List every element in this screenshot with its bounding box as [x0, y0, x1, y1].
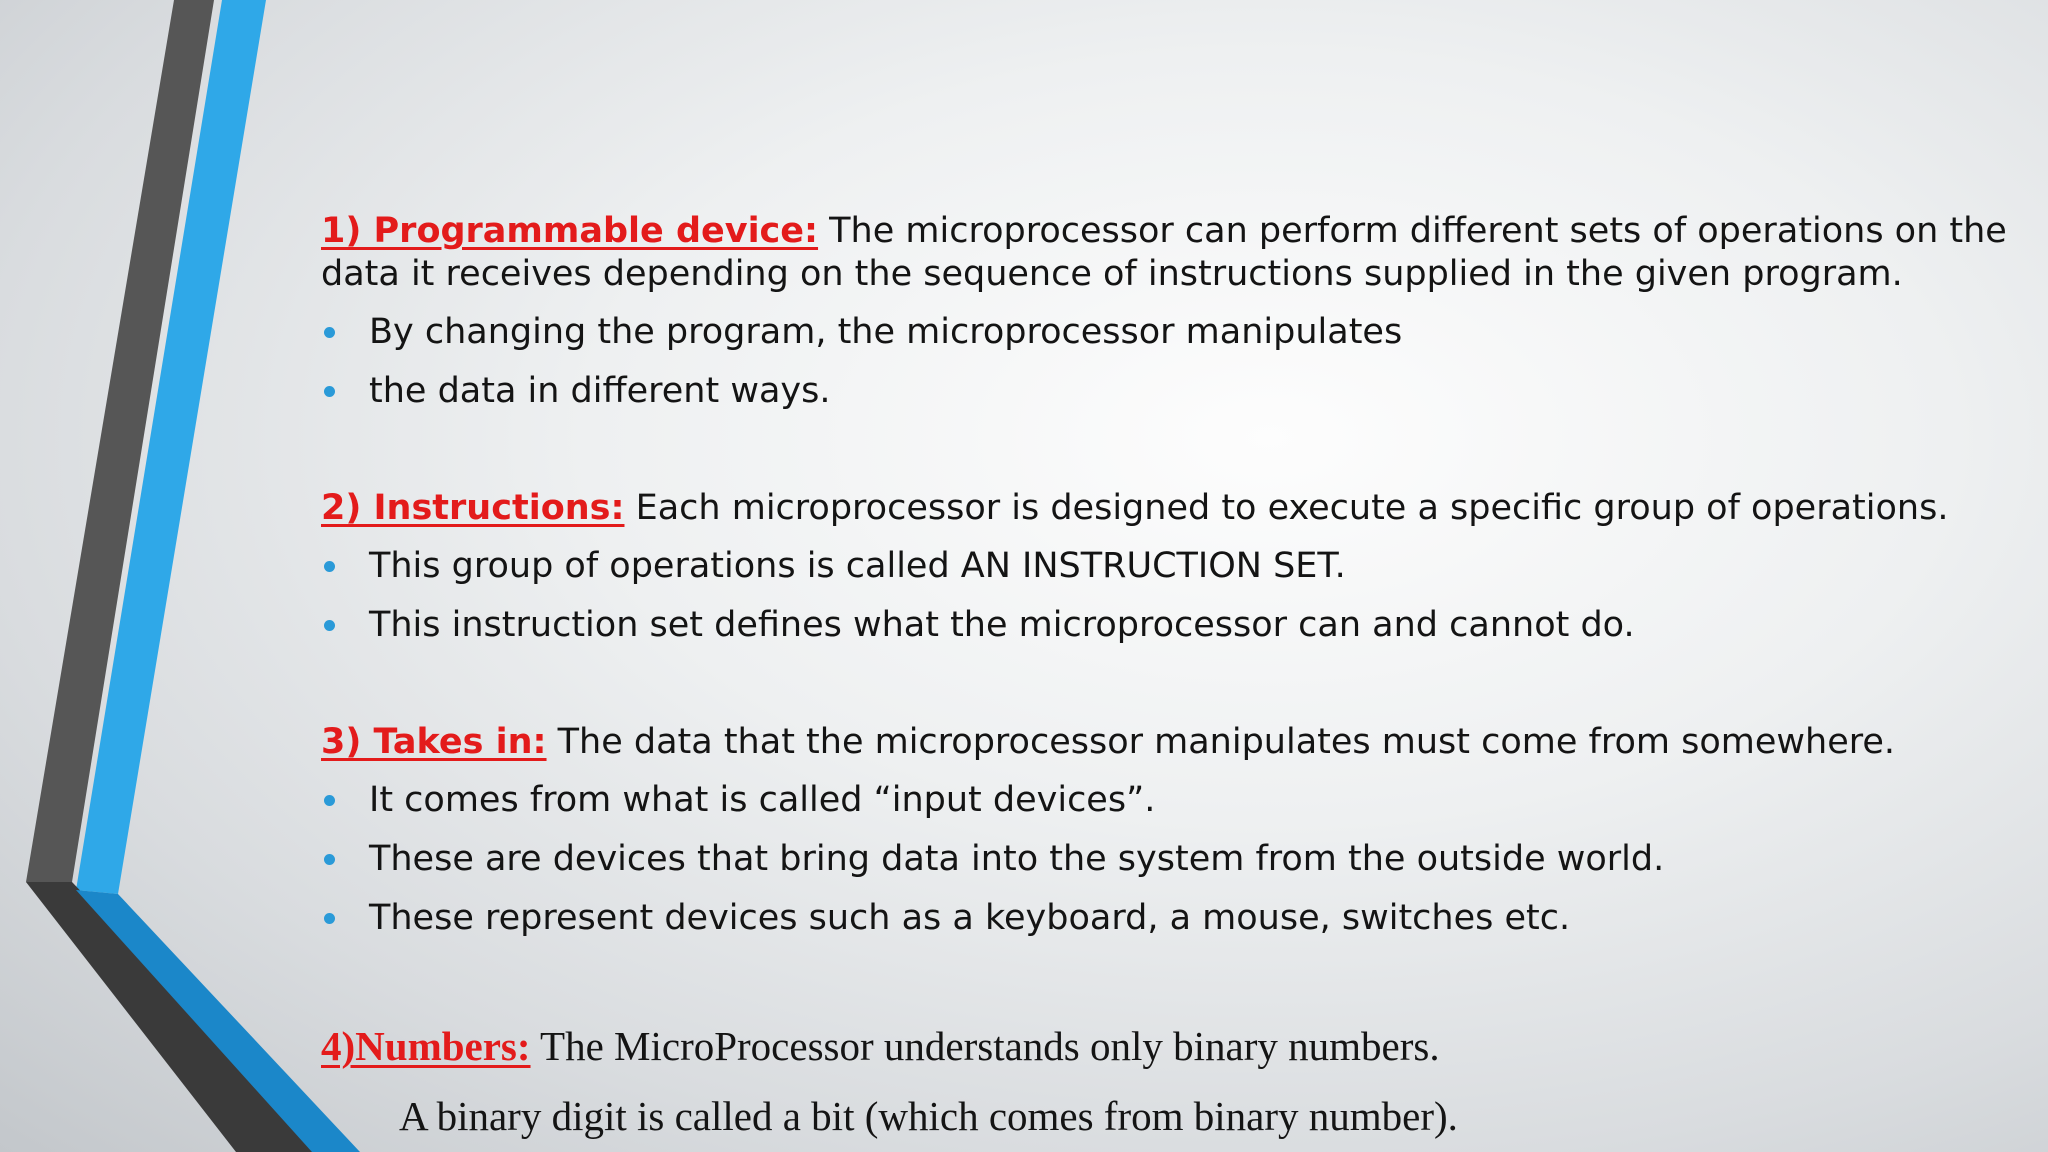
list-item: It comes from what is called “input devices”. [321, 778, 2041, 823]
section-2-text: Each microprocessor is designed to execute a specific group of operations. [624, 488, 1949, 528]
section-3-text: The data that the microprocessor manipulates must come from somewhere. [546, 722, 1896, 762]
section-2-bullets [321, 544, 2041, 648]
list-item: the data in different ways. [321, 369, 2041, 414]
section-4-heading: 4)Numbers: [321, 1023, 531, 1069]
list-item: This group of operations is called AN INSTRUCTION SET. [321, 544, 2041, 589]
list-item: This instruction set defines what the microprocessor can and cannot do. [321, 603, 2041, 648]
section-3-bullets [321, 778, 2041, 941]
section-1-text: The microprocessor can perform different sets of operations on the data it receives depending on the sequence of instructions supplied in the given program. [321, 211, 2007, 294]
section-1-bullets [321, 310, 2041, 414]
section-2-paragraph [321, 487, 2041, 530]
section-1-paragraph [321, 210, 2041, 296]
list-item: These represent devices such as a keyboard, a mouse, switches etc. [321, 896, 2041, 941]
section-3-paragraph [321, 721, 2041, 764]
section-4-paragraph [321, 1021, 2041, 1071]
section-4-text: The MicroProcessor understands only binary numbers. [530, 1023, 1440, 1069]
slide-content [321, 210, 2041, 1141]
section-4-subline: A binary digit is called a bit (which comes from binary number). [399, 1093, 1458, 1139]
list-item: By changing the program, the microprocessor manipulates [321, 310, 2041, 355]
section-1-heading: 1) Programmable device: [321, 211, 819, 251]
section-3-heading: 3) Takes in: [321, 722, 547, 762]
section-2-heading: 2) Instructions: [321, 488, 625, 528]
list-item: These are devices that bring data into the system from the outside world. [321, 837, 2041, 882]
